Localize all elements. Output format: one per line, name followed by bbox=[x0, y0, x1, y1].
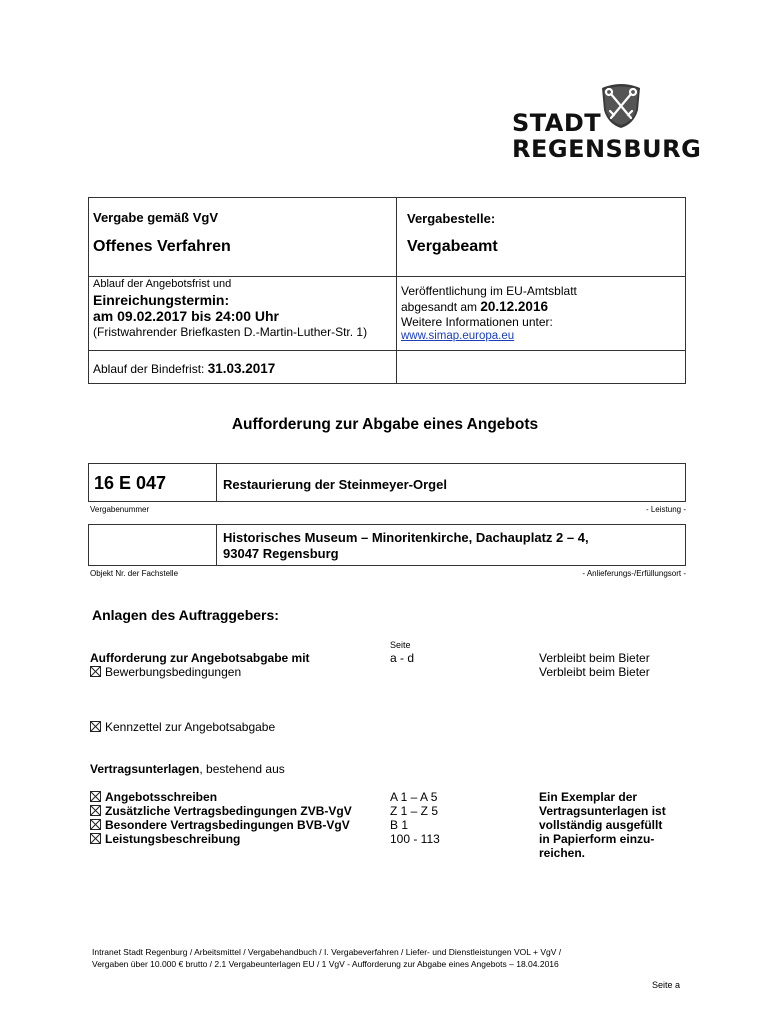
aufforderung-item: Aufforderung zur Angebotsabgabe mit bbox=[90, 651, 310, 665]
leistung-caption: - Leistung - bbox=[645, 505, 686, 514]
coat-of-arms-icon bbox=[596, 80, 646, 130]
eu-abgesandt bbox=[401, 299, 548, 314]
eu-abgesandt-prefix: abgesandt am bbox=[401, 300, 481, 314]
page-title: Aufforderung zur Abgabe eines Angebots bbox=[231, 416, 539, 433]
vertragsunterlagen-rest: , bestehend aus bbox=[199, 762, 285, 776]
aufforderung-pages: a - d bbox=[390, 651, 415, 665]
vertrag-item-pages: Z 1 – Z 5 bbox=[390, 804, 439, 818]
objekt-line1: Historisches Museum – Minoritenkirche, Dachauplatz 2 – 4, bbox=[223, 530, 589, 545]
exemplar-note-line: vollständig ausgefüllt bbox=[539, 818, 663, 832]
bewerbungsbedingungen-item bbox=[90, 665, 241, 679]
checked-checkbox-icon[interactable] bbox=[90, 819, 101, 830]
exemplar-note bbox=[539, 790, 666, 860]
vertrag-item bbox=[90, 832, 240, 846]
aufforderung-note: Verbleibt beim Bieter bbox=[539, 651, 650, 665]
bindefrist-date: 31.03.2017 bbox=[207, 361, 276, 376]
checked-checkbox-icon[interactable] bbox=[90, 805, 101, 816]
eu-date: 20.12.2016 bbox=[480, 299, 548, 314]
objekt-box bbox=[88, 524, 686, 566]
exemplar-note-line: Vertragsunterlagen ist bbox=[539, 804, 666, 818]
angebotsfrist-label: Ablauf der Angebotsfrist und bbox=[93, 278, 232, 290]
einreichungstermin-date: am 09.02.2017 bis 24:00 Uhr bbox=[93, 308, 280, 324]
kennzettel-item bbox=[90, 720, 275, 734]
vertrag-item bbox=[90, 804, 352, 818]
objekt-line2: 93047 Regensburg bbox=[223, 546, 339, 561]
vergabenummer-value: 16 E 047 bbox=[94, 473, 167, 493]
vertrag-item-label: Besondere Vertragsbedingungen BVB-VgV bbox=[105, 818, 350, 832]
footer-line1: Intranet Stadt Regenburg / Arbeitsmittel / Vergabehandbuch / I. Vergabeverfahren / Liefer- und Dienstleistungen VOL + VgV / bbox=[92, 947, 562, 957]
stadt-regensburg-logo bbox=[510, 80, 702, 163]
weitere-informationen-label: Weitere Informationen unter: bbox=[401, 315, 553, 329]
vertrag-item-label: Angebotsschreiben bbox=[105, 790, 218, 804]
vertragsunterlagen-bold: Vertragsunterlagen bbox=[90, 762, 200, 776]
logo-line1: STADT bbox=[512, 109, 602, 137]
checked-checkbox-icon[interactable] bbox=[90, 791, 101, 802]
vertrag-item bbox=[90, 818, 350, 832]
vergabestelle-value: Vergabeamt bbox=[407, 238, 498, 255]
footer-line2: Vergaben über 10.000 € brutto / 2.1 Vergabeunterlagen EU / 1 VgV - Aufforderung zur Abgabe eines Angebots – 18.04.2016 bbox=[92, 959, 559, 969]
checked-checkbox-icon[interactable] bbox=[90, 833, 101, 844]
exemplar-note-line: in Papierform einzu- bbox=[539, 832, 655, 846]
footer-path bbox=[92, 946, 561, 970]
vertrag-item-pages: B 1 bbox=[390, 818, 409, 832]
vergabe-label: Vergabe gemäß VgV bbox=[93, 210, 218, 225]
exemplar-note-line: Ein Exemplar der bbox=[539, 790, 638, 804]
briefkasten-note: (Fristwahrender Briefkasten D.-Martin-Luther-Str. 1) bbox=[93, 325, 368, 339]
einreichungstermin-title: Einreichungstermin: bbox=[93, 292, 230, 308]
vertrag-item-pages: 100 - 113 bbox=[390, 832, 440, 846]
kennzettel-label: Kennzettel zur Angebotsabgabe bbox=[105, 720, 276, 734]
exemplar-note-line: reichen. bbox=[539, 846, 586, 860]
vertrag-item-label: Leistungsbeschreibung bbox=[105, 832, 241, 846]
bewerbungsbedingungen-label: Bewerbungsbedingungen bbox=[105, 665, 242, 679]
anlagen-title: Anlagen des Auftraggebers: bbox=[92, 607, 279, 623]
vergabe-value: Offenes Verfahren bbox=[93, 238, 231, 255]
page-number: Seite a bbox=[651, 980, 680, 990]
bindefrist bbox=[93, 361, 275, 376]
vertragsunterlagen-heading bbox=[90, 762, 285, 776]
leistung-title: Restaurierung der Steinmeyer-Orgel bbox=[223, 477, 447, 492]
vergabenummer-caption: Vergabenummer bbox=[90, 505, 150, 514]
bindefrist-label: Ablauf der Bindefrist: bbox=[93, 362, 208, 376]
vergabestelle-label: Vergabestelle: bbox=[407, 211, 496, 226]
vertrag-item-label: Zusätzliche Vertragsbedingungen ZVB-VgV bbox=[105, 804, 352, 818]
eu-amtsblatt-label: Veröffentlichung im EU-Amtsblatt bbox=[401, 284, 577, 298]
vertrag-item-pages: A 1 – A 5 bbox=[390, 790, 438, 804]
bewerbungsbedingungen-note: Verbleibt beim Bieter bbox=[539, 665, 650, 679]
simap-link[interactable]: www.simap.europa.eu bbox=[401, 330, 515, 342]
checked-checkbox-icon[interactable] bbox=[90, 721, 101, 732]
checked-checkbox-icon[interactable] bbox=[90, 666, 101, 677]
erfuellungsort-caption: - Anlieferungs-/Erfüllungsort - bbox=[582, 569, 686, 578]
logo-line2: REGENSBURG bbox=[512, 135, 702, 163]
leistung-box bbox=[88, 463, 686, 502]
vertrag-item bbox=[90, 790, 217, 804]
objekt-caption: Objekt Nr. der Fachstelle bbox=[90, 569, 179, 578]
seite-label: Seite bbox=[390, 640, 411, 650]
procedure-info-table bbox=[88, 197, 686, 384]
